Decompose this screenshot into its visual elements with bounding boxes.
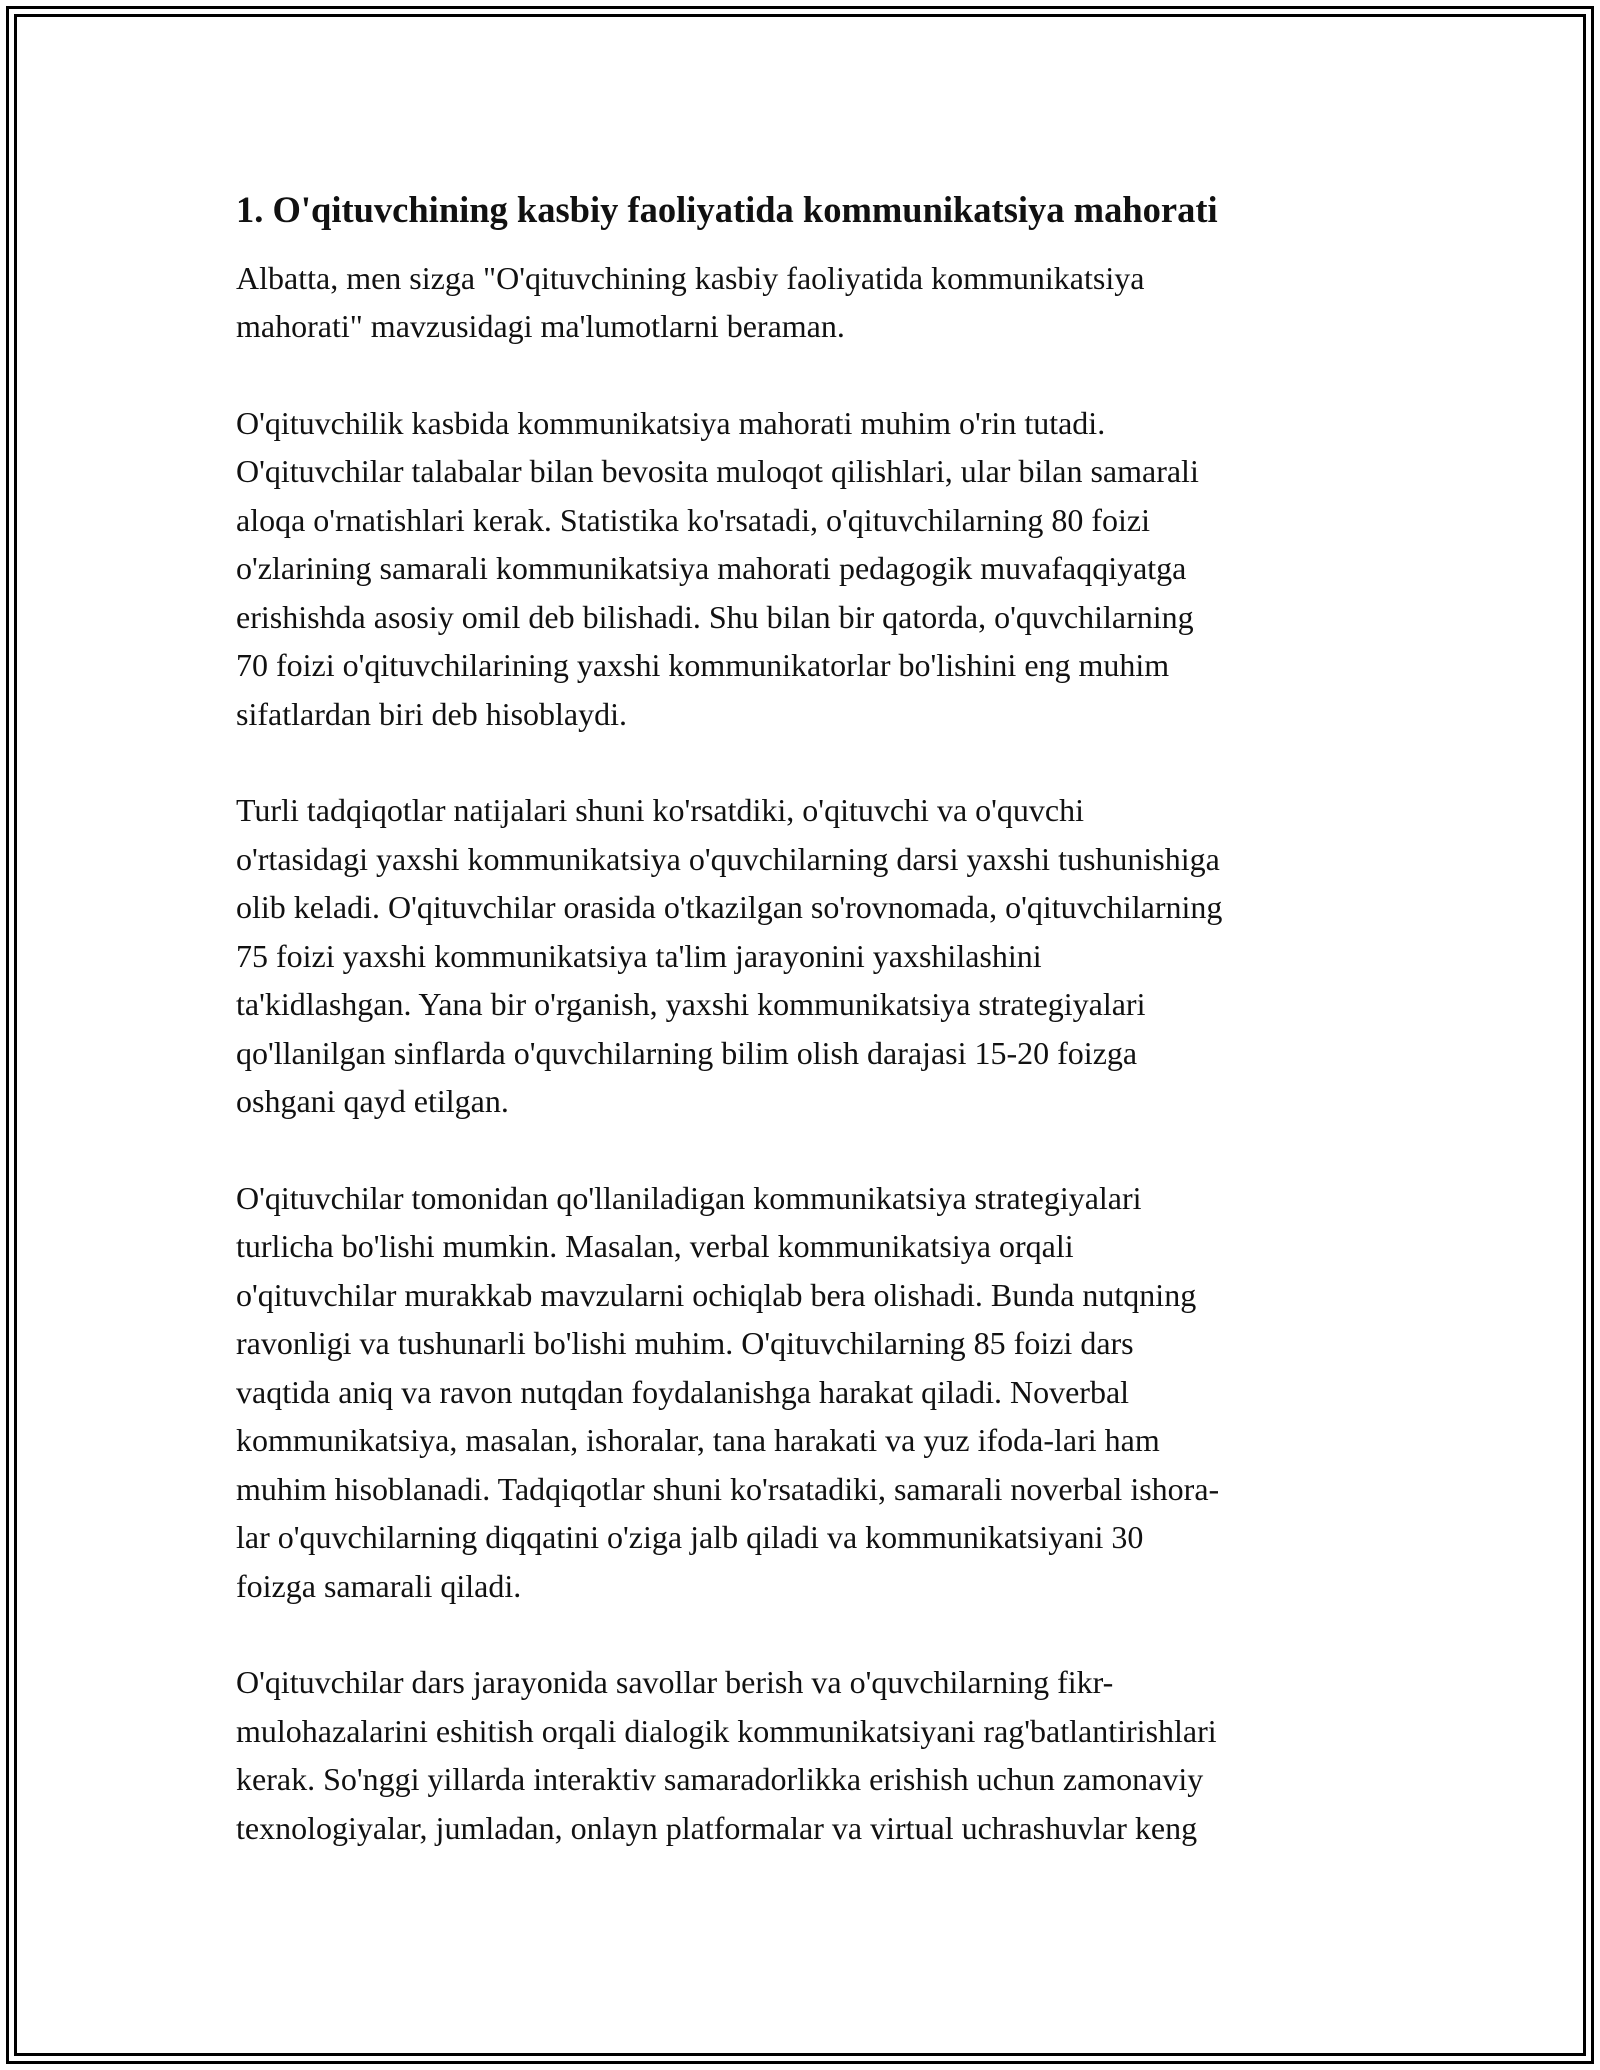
paragraph-line: o'qituvchilar murakkab mavzularni ochiqlab bera olishadi. Bunda nutqning (236, 1276, 1197, 1313)
paragraph (236, 1174, 1376, 1611)
paragraph-line: o'rtasidagi yaxshi kommunikatsiya o'quvchilarning darsi yaxshi tushunishiga (236, 840, 1220, 877)
paragraph-line: kerak. So'nggi yillarda interaktiv samaradorlikka erishish uchun zamonaviy (236, 1761, 1204, 1798)
paragraph-line: O'qituvchilar talabalar bilan bevosita muloqot qilishlari, ular bilan samarali (236, 453, 1199, 490)
paragraph-list (236, 254, 1376, 1853)
paragraph-line: ta'kidlashgan. Yana bir o'rganish, yaxshi kommunikatsiya strategiyalari (236, 986, 1146, 1023)
paragraph-line: mulohazalarini eshitish orqali dialogik kommunikatsiyani rag'batlantirishlari (236, 1712, 1217, 1749)
paragraph (236, 1658, 1376, 1852)
paragraph-line: Turli tadqiqotlar natijalari shuni ko'rsatdiki, o'qituvchi va o'quvchi (236, 792, 1084, 829)
paragraph-line: 70 foizi o'qituvchilarining yaxshi kommunikatorlar bo'lishini eng muhim (236, 647, 1170, 684)
paragraph-line: aloqa o'rnatishlari kerak. Statistika ko'rsatadi, o'qituvchilarning 80 foizi (236, 501, 1150, 538)
paragraph-line: o'zlarining samarali kommunikatsiya mahorati pedagogik muvafaqqiyatga (236, 550, 1187, 587)
paragraph-line: erishishda asosiy omil deb bilishadi. Shu bilan bir qatorda, o'quvchilarning (236, 598, 1194, 635)
paragraph-line: sifatlardan biri deb hisoblaydi. (236, 695, 628, 732)
paragraph-line: muhim hisoblanadi. Tadqiqotlar shuni ko'rsatadiki, samarali noverbal ishora- (236, 1470, 1220, 1507)
paragraph-line: O'qituvchilar tomonidan qo'llaniladigan kommunikatsiya strategiyalari (236, 1179, 1142, 1216)
paragraph-line: olib keladi. O'qituvchilar orasida o'tkazilgan so'rovnomada, o'qituvchilarning (236, 889, 1223, 926)
paragraph-line: qo'llanilgan sinflarda o'quvchilarning bilim olish darajasi 15-20 foizga (236, 1034, 1138, 1071)
paragraph-line: O'qituvchilar dars jarayonida savollar berish va o'quvchilarning fikr- (236, 1664, 1114, 1701)
paragraph-line: vaqtida aniq va ravon nutqdan foydalanishga harakat qiladi. Noverbal (236, 1373, 1130, 1410)
paragraph (236, 786, 1376, 1126)
paragraph-line: ravonligi va tushunarli bo'lishi muhim. O'qituvchilarning 85 foizi dars (236, 1325, 1134, 1362)
paragraph (236, 254, 1376, 351)
paragraph-line: oshgani qayd etilgan. (236, 1083, 509, 1120)
paragraph (236, 399, 1376, 739)
paragraph-line: Albatta, men sizga "O'qituvchining kasbiy faoliyatida kommunikatsiya (236, 259, 1145, 296)
paragraph-line: lar o'quvchilarning diqqatini o'ziga jalb qiladi va kommunikatsiyani 30 (236, 1519, 1144, 1556)
paragraph-line: turlicha bo'lishi mumkin. Masalan, verbal kommunikatsiya orqali (236, 1228, 1074, 1265)
paragraph-line: foizga samarali qiladi. (236, 1567, 522, 1604)
paragraph-line: O'qituvchilik kasbida kommunikatsiya mahorati muhim o'rin tutadi. (236, 404, 1106, 441)
document-body (236, 188, 1376, 1900)
paragraph-line: kommunikatsiya, masalan, ishoralar, tana harakati va yuz ifoda-lari ham (236, 1422, 1160, 1459)
paragraph-line: 75 foizi yaxshi kommunikatsiya ta'lim jarayonini yaxshilashini (236, 937, 1042, 974)
paragraph-line: mahorati" mavzusidagi ma'lumotlarni beraman. (236, 308, 845, 345)
section-heading: 1. O'qituvchining kasbiy faoliyatida kommunikatsiya mahorati (236, 189, 1218, 230)
paragraph-line: texnologiyalar, jumladan, onlayn platformalar va virtual uchrashuvlar keng (236, 1809, 1198, 1846)
